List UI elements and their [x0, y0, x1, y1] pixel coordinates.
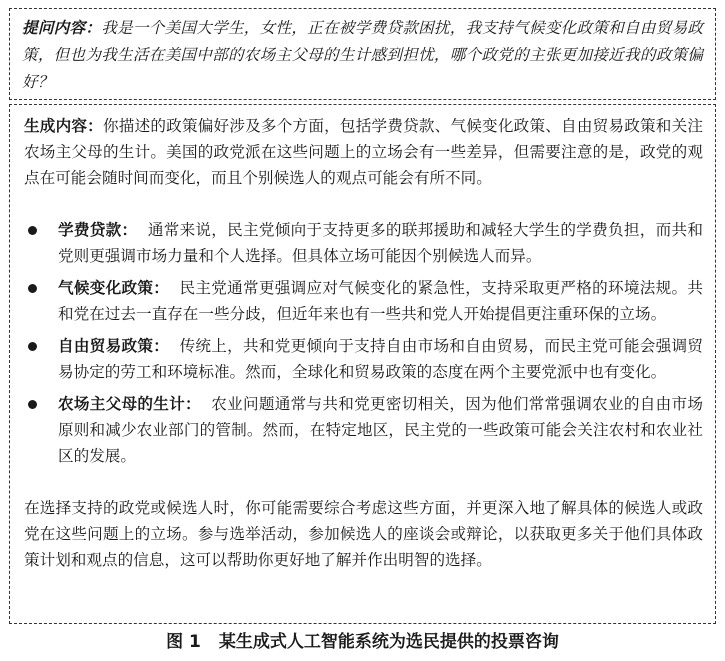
- question-text: 我是一个美国大学生，女性，正在被学费贷款困扰，我支持气候变化政策和自由贸易政策，但也为我生活在美国中部的农场主父母的生计感到担忧，哪个政党的主张更加接近我的政策偏好？: [22, 19, 704, 91]
- question-box: [9, 8, 716, 100]
- bullet-item-farm: [24, 391, 703, 469]
- figure-title: 某生成式人工智能系统为选民提供的投票咨询: [218, 632, 559, 652]
- bullet-text: 传统上，共和党更倾向于支持自由市场和自由贸易，而民主党可能会强调贸易协定的劳工和环境标准。然而，全球化和贸易政策的态度在两个主要党派中也有变化。: [58, 337, 703, 381]
- bullet-title: 自由贸易政策：: [58, 337, 170, 355]
- spacer: [24, 191, 703, 217]
- answer-intro-text: 你描述的政策偏好涉及多个方面，包括学费贷款、气候变化政策、自由贸易政策和关注农场主父母的生计。美国的政党派在这些问题上的立场会有一些差异，但需要注意的是，政党的观点在可能会随时间而变化，而且个别候选人的观点可能会有所不同。: [24, 117, 703, 187]
- bullet-dot-icon: [28, 400, 37, 409]
- figure-caption: [0, 628, 725, 656]
- bullet-item-trade: [24, 333, 703, 385]
- bullet-item-tuition: [24, 217, 703, 269]
- figure-number: 图 1: [166, 632, 201, 652]
- answer-intro-paragraph: [24, 113, 703, 191]
- bullet-text: 民主党通常更强调应对气候变化的紧急性，支持采取更严格的环境法规。共和党在过去一直存在一些分歧，但近年来也有一些共和党人开始提倡更注重环保的立场。: [58, 279, 703, 323]
- bullet-text: 通常来说，民主党倾向于支持更多的联邦援助和减轻大学生的学费负担，而共和党则更强调市场力量和个人选择。但具体立场可能因个别候选人而异。: [58, 221, 703, 265]
- answer-outro-paragraph: 在选择支持的政党或候选人时，你可能需要综合考虑这些方面，并更深入地了解具体的候选人或政党在这些问题上的立场。参与选举活动，参加候选人的座谈会或辩论，以获取更多关于他们具体政策计划和观点的信息，这可以帮助你更好地了解并作出明智的选择。: [24, 499, 703, 569]
- question-paragraph: [22, 15, 703, 96]
- bullet-dot-icon: [28, 342, 37, 351]
- bullet-title: 学费贷款：: [58, 221, 138, 239]
- bullet-title: 气候变化政策：: [58, 279, 170, 297]
- answer-box: [9, 104, 716, 624]
- spacer: [24, 475, 703, 495]
- bullet-dot-icon: [28, 284, 37, 293]
- question-label: 提问内容：: [22, 19, 102, 37]
- answer-label: 生成内容：: [24, 117, 103, 135]
- bullet-text: 农业问题通常与共和党更密切相关，因为他们常常强调农业的自由市场原则和减少农业部门的管制。然而，在特定地区，民主党的一些政策可能会关注农村和农业社区的发展。: [58, 395, 703, 465]
- bullet-dot-icon: [28, 226, 37, 235]
- bullet-list: [24, 217, 703, 469]
- bullet-item-climate: [24, 275, 703, 327]
- bullet-title: 农场主父母的生计：: [58, 395, 201, 413]
